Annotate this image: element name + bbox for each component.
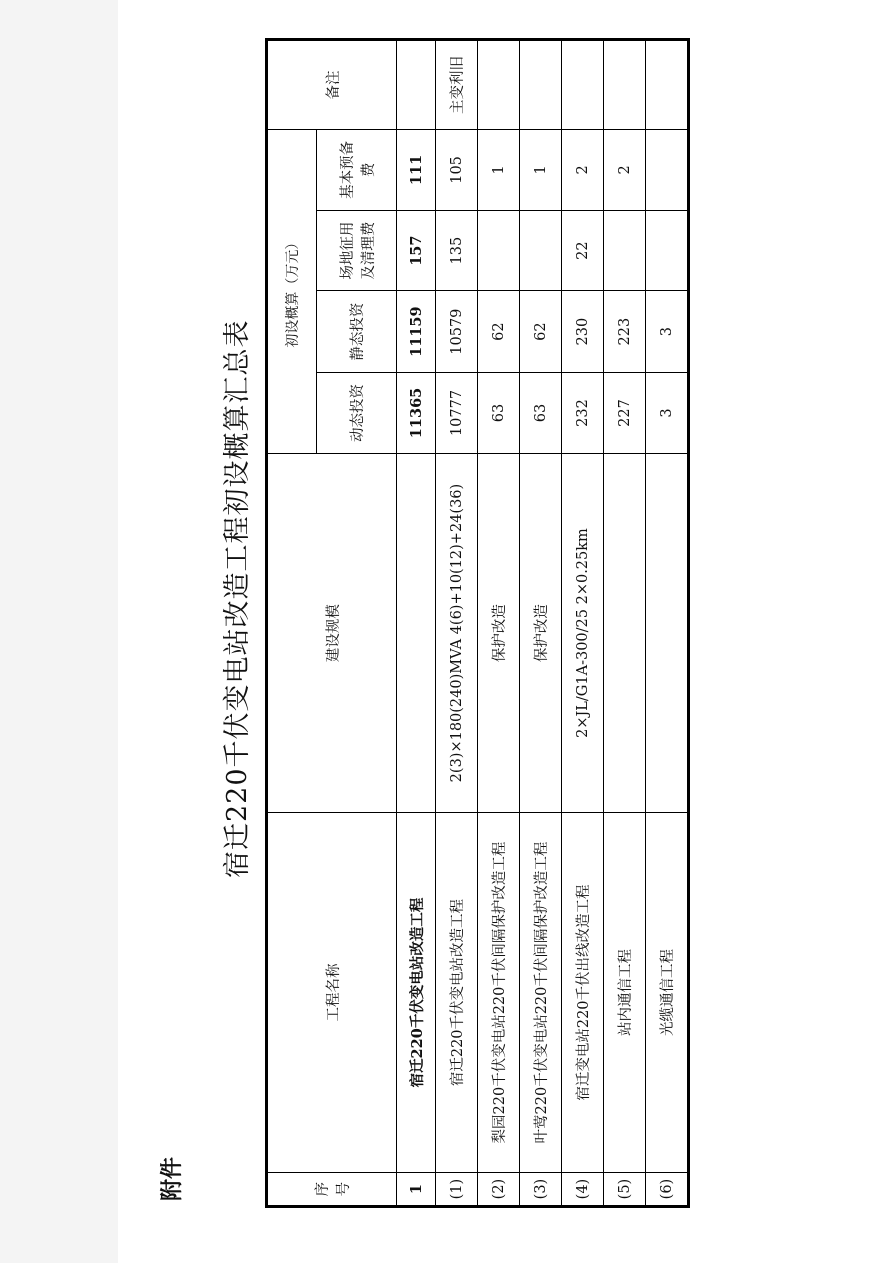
cell-note	[604, 40, 646, 130]
cell-scale: 保护改造	[478, 454, 520, 813]
cell-land	[520, 210, 562, 291]
cell-no: (1)	[436, 1173, 478, 1207]
cell-no: 1	[397, 1173, 436, 1207]
header-no: 序号	[267, 1173, 397, 1207]
cell-dynamic: 3	[646, 372, 689, 453]
cell-dynamic: 63	[520, 372, 562, 453]
header-name: 工程名称	[267, 812, 397, 1172]
header-budget-group: 初设概算（万元）	[267, 130, 317, 454]
cell-dynamic: 11365	[397, 372, 436, 453]
cell-scale	[397, 454, 436, 813]
cell-static: 11159	[397, 291, 436, 372]
cell-dynamic: 10777	[436, 372, 478, 453]
cell-scale: 2×JL/G1A-300/25 2×0.25km	[562, 454, 604, 813]
cell-name: 叶莺220千伏变电站220千伏间隔保护改造工程	[520, 812, 562, 1172]
header-reserve: 基本预备费	[317, 130, 397, 211]
cell-reserve: 1	[520, 130, 562, 211]
header-scale: 建设规模	[267, 454, 397, 813]
cell-scale	[604, 454, 646, 813]
cell-name: 宿迁220千伏变电站改造工程	[436, 812, 478, 1172]
cell-note: 主变利旧	[436, 40, 478, 130]
cell-name: 梨园220千伏变电站220千伏间隔保护改造工程	[478, 812, 520, 1172]
cell-static: 230	[562, 291, 604, 372]
header-dynamic: 动态投资	[317, 372, 397, 453]
cell-dynamic: 227	[604, 372, 646, 453]
cell-static: 10579	[436, 291, 478, 372]
cell-land: 157	[397, 210, 436, 291]
budget-summary-table	[265, 38, 690, 1208]
cell-reserve: 2	[562, 130, 604, 211]
cell-no: (2)	[478, 1173, 520, 1207]
attachment-label: 附件	[160, 1156, 185, 1201]
table-row	[397, 40, 436, 1207]
cell-name: 站内通信工程	[604, 812, 646, 1172]
cell-no: (5)	[604, 1173, 646, 1207]
cell-land: 22	[562, 210, 604, 291]
cell-no: (3)	[520, 1173, 562, 1207]
cell-static: 223	[604, 291, 646, 372]
header-static: 静态投资	[317, 291, 397, 372]
cell-reserve: 105	[436, 130, 478, 211]
table-row	[436, 40, 478, 1207]
cell-scale: 保护改造	[520, 454, 562, 813]
cell-static: 62	[478, 291, 520, 372]
cell-land: 135	[436, 210, 478, 291]
document-title: 宿迁220千伏变电站改造工程初设概算汇总表	[222, 319, 253, 878]
cell-name: 宿迁变电站220千伏出线改造工程	[562, 812, 604, 1172]
header-note: 备注	[267, 40, 397, 130]
cell-reserve: 111	[397, 130, 436, 211]
cell-land	[478, 210, 520, 291]
table-row	[478, 40, 520, 1207]
cell-note	[478, 40, 520, 130]
cell-reserve: 2	[604, 130, 646, 211]
cell-static: 62	[520, 291, 562, 372]
cell-note	[397, 40, 436, 130]
table-row	[562, 40, 604, 1207]
table-row	[604, 40, 646, 1207]
table-row	[520, 40, 562, 1207]
cell-name: 宿迁220千伏变电站改造工程	[397, 812, 436, 1172]
cell-note	[520, 40, 562, 130]
cell-dynamic: 232	[562, 372, 604, 453]
cell-no: (6)	[646, 1173, 689, 1207]
cell-scale	[646, 454, 689, 813]
cell-name: 光缆通信工程	[646, 812, 689, 1172]
cell-land	[646, 210, 689, 291]
header-land: 场地征用及清理费	[317, 210, 397, 291]
cell-scale: 2(3)×180(240)MVA 4(6)+10(12)+24(36)	[436, 454, 478, 813]
cell-no: (4)	[562, 1173, 604, 1207]
cell-reserve: 1	[478, 130, 520, 211]
cell-dynamic: 63	[478, 372, 520, 453]
cell-reserve	[646, 130, 689, 211]
cell-note	[646, 40, 689, 130]
cell-land	[604, 210, 646, 291]
cell-note	[562, 40, 604, 130]
table-row	[646, 40, 689, 1207]
cell-static: 3	[646, 291, 689, 372]
